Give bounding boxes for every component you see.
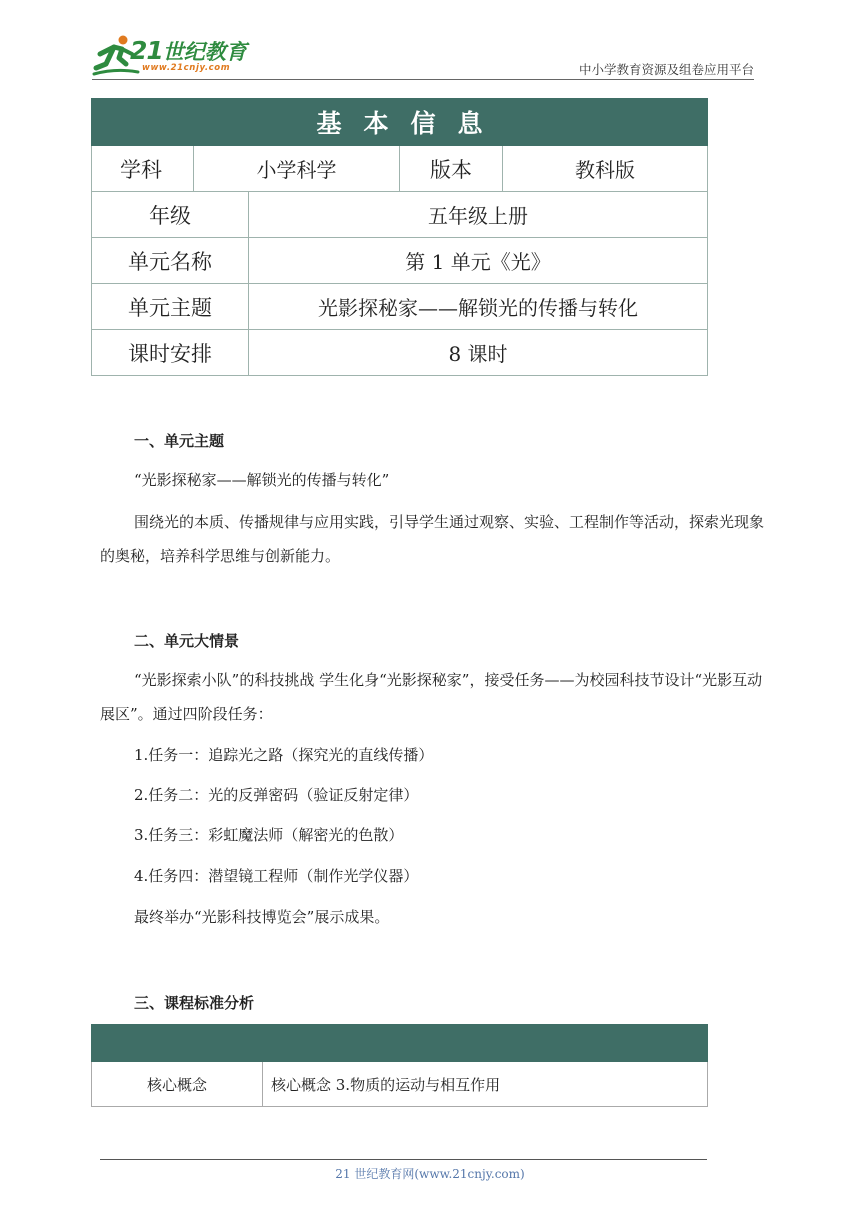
unit-theme-label: 单元主题: [92, 284, 249, 330]
unit-name-label: 单元名称: [92, 238, 249, 284]
logo-wordmark: 21世纪教育: [130, 36, 247, 65]
section-heading-theme: 一、单元主题: [134, 432, 225, 450]
logo-url: www.21cnjy.com: [142, 63, 231, 73]
scenario-closing: 最终举办“光影科技博览会”展示成果。: [134, 908, 390, 926]
scenario-paragraph: “光影探索小队”的科技挑战 学生化身“光影探秘家”，接受任务——为校园科技节设计“光影互动展区”。通过四阶段任务：: [100, 671, 763, 723]
footer-divider: [100, 1159, 707, 1160]
subject-label: 学科: [92, 146, 194, 192]
schedule-label: 课时安排: [92, 330, 249, 376]
basic-info-table: [91, 98, 708, 376]
unit-theme-value: 光影探秘家——解锁光的传播与转化: [249, 284, 708, 330]
standards-table-header: [92, 1025, 708, 1062]
task-item-3: 3.任务三：彩虹魔法师（解密光的色散）: [134, 826, 404, 844]
theme-paragraph: 围绕光的本质、传播规律与应用实践，引导学生通过观察、实验、工程制作等活动，探索光现象的奥秘，培养科学思维与创新能力。: [100, 513, 765, 565]
platform-name: 中小学教育资源及组卷应用平台: [578, 62, 754, 77]
unit-theme-row: [92, 284, 708, 330]
theme-quote: “光影探秘家——解锁光的传播与转化”: [134, 471, 390, 489]
subject-value: 小学科学: [194, 146, 400, 192]
standards-table: [91, 1024, 708, 1107]
footer-text[interactable]: 21 世纪教育网(www.21cnjy.com): [335, 1167, 525, 1181]
table-row: [92, 1062, 708, 1107]
grade-value: 五年级上册: [249, 192, 708, 238]
section-heading-scenario: 二、单元大情景: [134, 632, 240, 650]
core-concept-label: 核心概念: [92, 1062, 263, 1107]
site-logo[interactable]: [92, 34, 262, 78]
header-divider: [92, 79, 754, 80]
basic-info-title: 基本信息: [92, 99, 708, 146]
unit-name-value: 第 1 单元《光》: [249, 238, 708, 284]
section-heading-standards: 三、课程标准分析: [134, 994, 255, 1012]
standards-header-cell-1: [92, 1025, 263, 1062]
schedule-value: 8 课时: [249, 330, 708, 376]
task-item-1: 1.任务一：追踪光之路（探究光的直线传播）: [134, 746, 434, 764]
standards-header-cell-2: [263, 1025, 708, 1062]
unit-name-row: [92, 238, 708, 284]
edition-value: 教科版: [503, 146, 708, 192]
subject-row: [92, 146, 708, 192]
page-header: [0, 0, 860, 80]
task-item-4: 4.任务四：潜望镜工程师（制作光学仪器）: [134, 867, 419, 885]
grade-row: [92, 192, 708, 238]
core-concept-value: 核心概念 3.物质的运动与相互作用: [263, 1062, 708, 1107]
grade-label: 年级: [92, 192, 249, 238]
schedule-row: [92, 330, 708, 376]
task-item-2: 2.任务二：光的反弹密码（验证反射定律）: [134, 786, 419, 804]
edition-label: 版本: [400, 146, 503, 192]
